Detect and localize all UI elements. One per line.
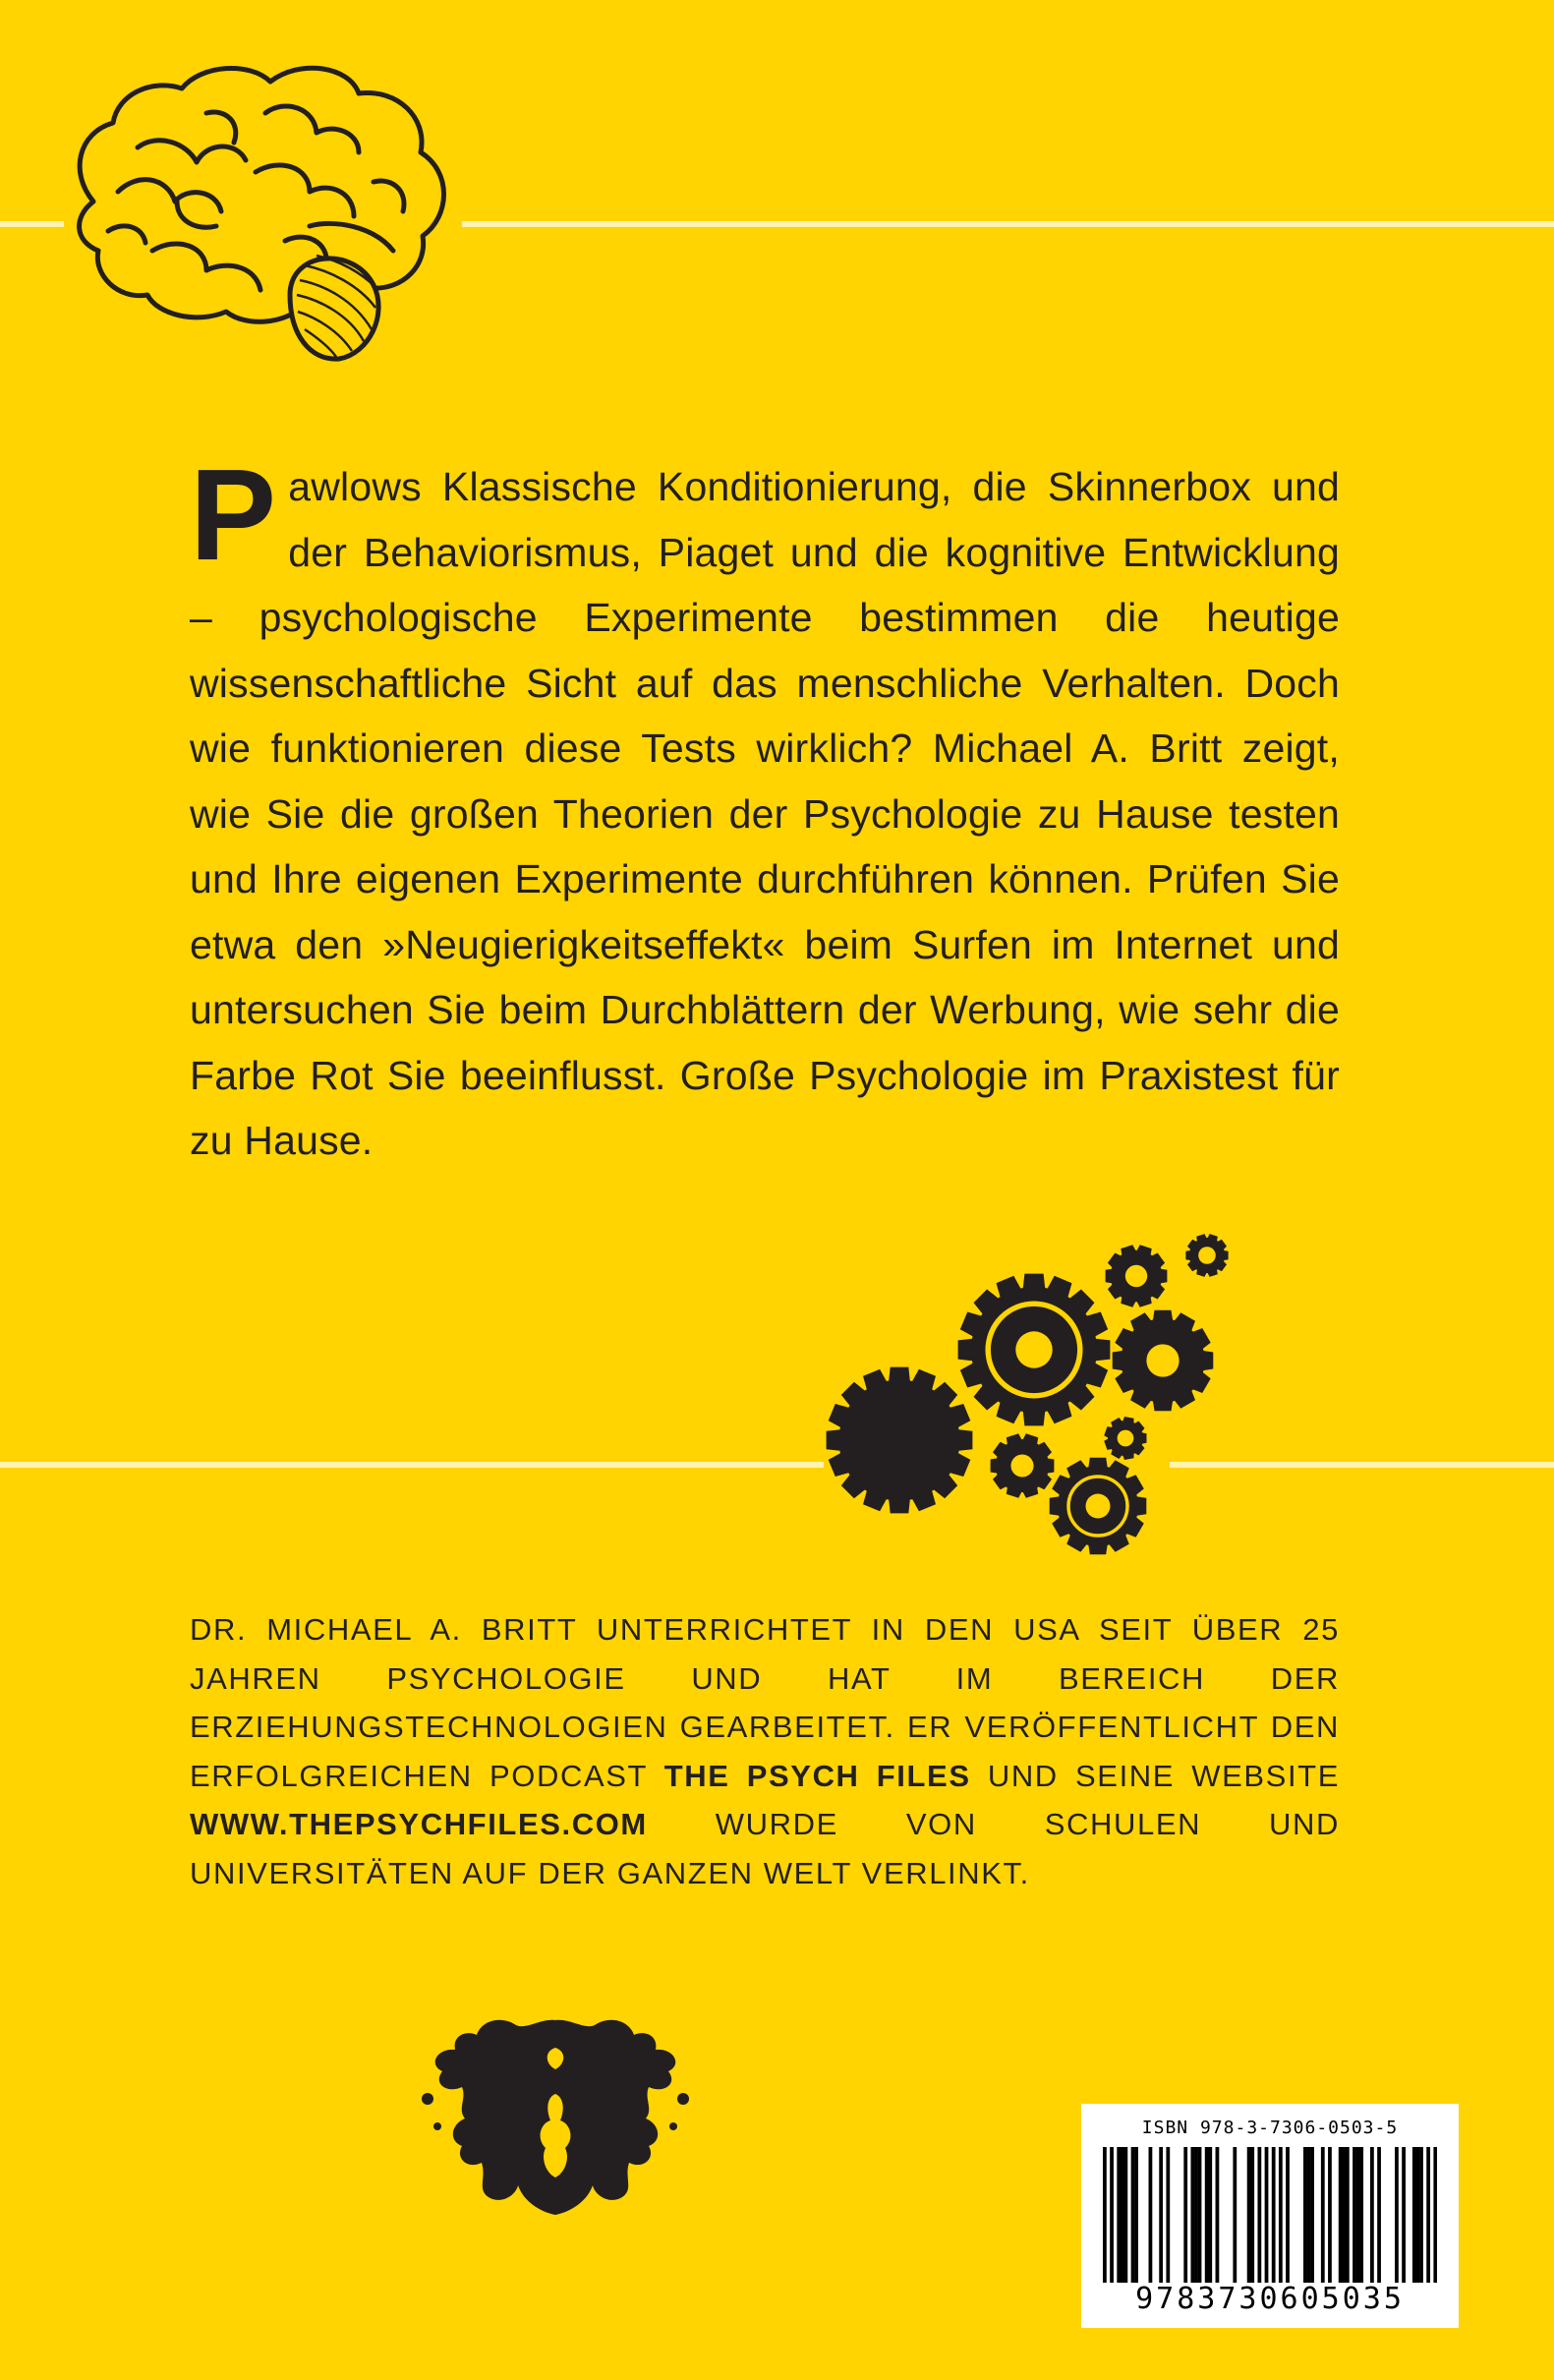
barcode-bar [1257, 2147, 1261, 2283]
bio-text-1: DR. MICHAEL A. BRITT UNTERRICHTET IN DEN USA SEIT ÜBER 25 JAHREN PSYCHOLOGIE UND HAT IM BEREICH DER ERZIEHUNGSTECHNOLOGIEN GEARBEITET. ER VERÖFFENTLICHT DEN ERFOLGREICHEN PODCAST [190, 1612, 1340, 1793]
barcode-bar [1303, 2147, 1307, 2283]
barcode-bar [1377, 2147, 1381, 2283]
inkblot-icon [408, 2010, 703, 2227]
middle-rule-left [0, 1462, 824, 1468]
barcode-bar [1346, 2147, 1350, 2283]
barcode-bar [1416, 2147, 1420, 2283]
barcode-bar [1216, 2147, 1220, 2283]
gear-large-ring [958, 1274, 1111, 1426]
gear-small-bottom [991, 1433, 1055, 1498]
barcode-bar [1131, 2147, 1135, 2283]
barcode-bar [1265, 2147, 1269, 2283]
gears-icon [826, 1234, 1238, 1558]
barcode-bar [1190, 2147, 1194, 2283]
barcode-bar [1286, 2147, 1290, 2283]
barcode-bar [1419, 2147, 1423, 2283]
barcode-bar [1183, 2147, 1187, 2283]
gear-tiny-mid [1104, 1417, 1146, 1460]
bio-text-2: UND SEINE WEBSITE [970, 1758, 1340, 1793]
blurb-text: awlows Klassische Konditionierung, die Skinnerbox und der Behaviorismus, Piaget und die kognitive Entwicklung – psychologische Experimente bestimmen die heutige wissenschaftliche Sicht auf das menschliche Verhalten. Doch wie funktionieren diese Tests wirklich? Michael A. Britt zeigt, wie Sie die großen Theorien der Psychologie zu Hause testen und Ihre eigenen Experimente durchführen können. Prüfen Sie etwa den »Neugierigkeitseffekt« beim Surfen im Internet und untersuchen Sie beim Durchblättern der Werbung, wie sehr die Farbe Rot Sie beeinflusst. Große Psychologie im Praxistest für zu Hause. [190, 464, 1340, 1163]
barcode-bar [1208, 2147, 1212, 2283]
barcode-bar [1194, 2147, 1198, 2283]
barcode-bar [1110, 2147, 1114, 2283]
barcode-bar [1233, 2147, 1237, 2283]
barcode-box [1081, 2104, 1459, 2328]
barcode-bar [1328, 2147, 1332, 2283]
barcode-bar [1353, 2147, 1356, 2283]
barcode-bar [1205, 2147, 1209, 2283]
barcode-bar [1198, 2147, 1202, 2283]
barcode-bar [1307, 2147, 1311, 2283]
gear-bottom-ring [1050, 1458, 1147, 1555]
top-rule-left [0, 221, 64, 227]
barcode-bar [1402, 2147, 1406, 2283]
barcode-bar [1342, 2147, 1346, 2283]
barcode-bar [1149, 2147, 1153, 2283]
barcode-bar [1395, 2147, 1399, 2283]
barcode-bar [1166, 2147, 1170, 2283]
podcast-name: THE PSYCH FILES [663, 1758, 971, 1793]
barcode-bar [1356, 2147, 1360, 2283]
barcode-bar [1121, 2147, 1124, 2283]
barcode-bar [1370, 2147, 1374, 2283]
drop-cap: P [190, 442, 277, 587]
barcode-bar [1433, 2147, 1437, 2283]
barcode-bar [1412, 2147, 1416, 2283]
barcode-bar [1247, 2147, 1251, 2283]
barcode-bar [1339, 2147, 1343, 2283]
barcode-bar [1359, 2147, 1363, 2283]
gear-right [1113, 1310, 1214, 1412]
barcode-bar [1117, 2147, 1121, 2283]
barcode-bar [1279, 2147, 1283, 2283]
gear-large-solid [827, 1367, 973, 1514]
barcode-bars [1103, 2147, 1437, 2283]
barcode-bar [1426, 2147, 1430, 2283]
barcode-bar [1250, 2147, 1254, 2283]
website-url: WWW.THEPSYCHFILES.COM [190, 1807, 648, 1841]
author-bio [190, 1605, 1340, 1897]
barcode-bar [1103, 2147, 1107, 2283]
gear-small-top [1106, 1245, 1168, 1307]
barcode-bar [1321, 2147, 1325, 2283]
ean-digits: 9783730605035 [1135, 2282, 1405, 2316]
bio-text-3: WURDE VON SCHULEN UND UNIVERSITÄTEN AUF DER GANZEN WELT VERLINKT. [190, 1807, 1340, 1890]
barcode-bar [1159, 2147, 1163, 2283]
top-rule-right [462, 221, 1554, 227]
barcode-bar [1272, 2147, 1276, 2283]
barcode-bar [1123, 2147, 1127, 2283]
brain-icon [59, 54, 472, 378]
barcode-bar [1134, 2147, 1138, 2283]
isbn-label: ISBN 978-3-7306-0503-5 [1141, 2118, 1399, 2138]
gear-tiny-top [1185, 1234, 1228, 1277]
blurb [190, 442, 1340, 1174]
barcode-bar [1310, 2147, 1314, 2283]
